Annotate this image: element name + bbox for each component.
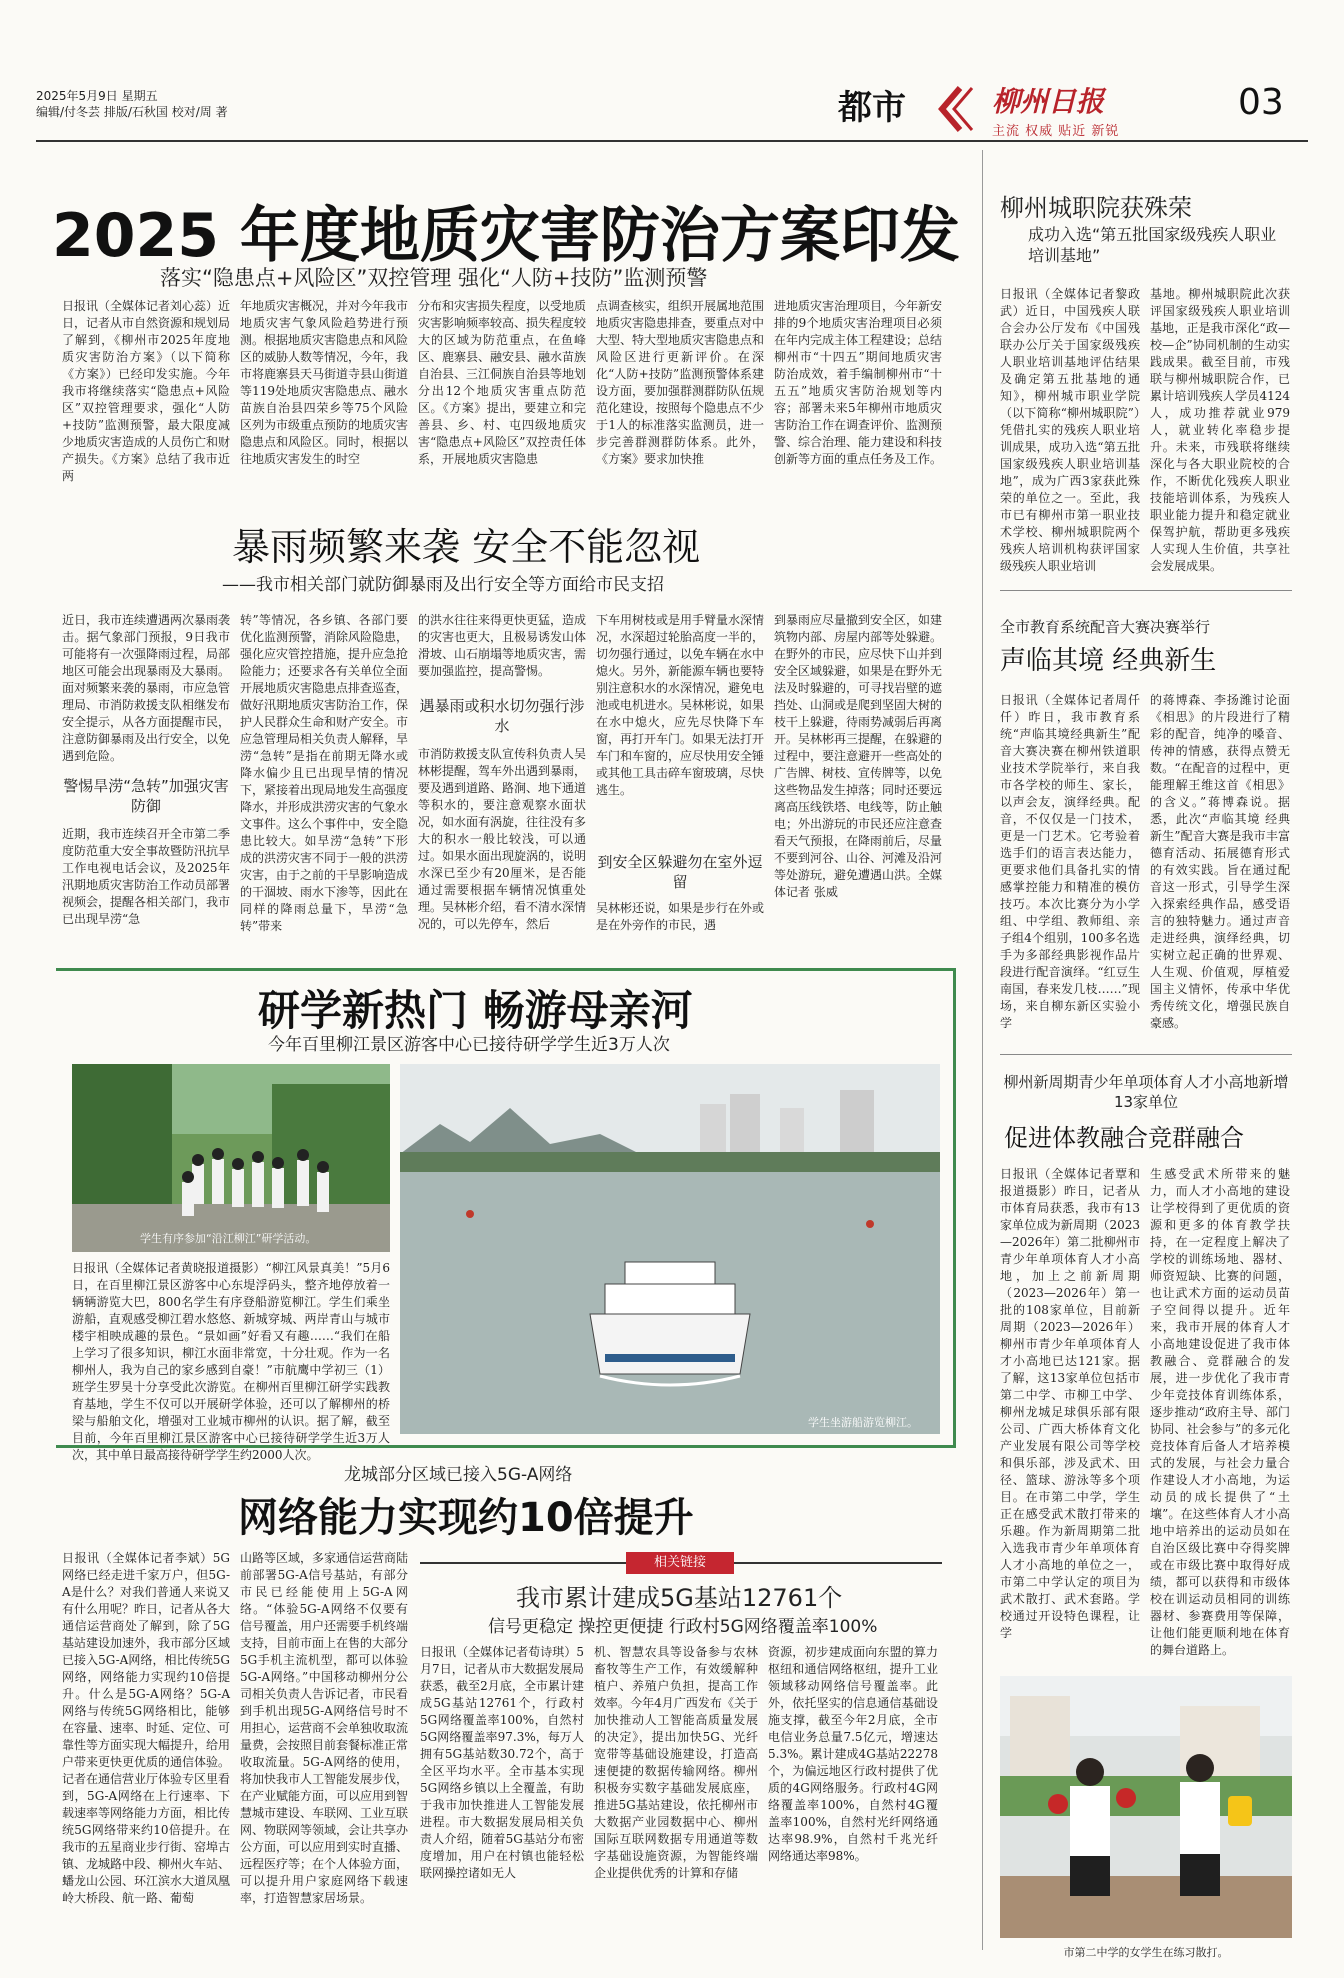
side3-col-2: 生感受武术所带来的魅力，而人才小高地的建设让学校得到了更优质的资源和更多的体育教学扶持，在一定程度上解决了学校的训练场地、器材、师资短缺、比赛的问题，也让武术方面的运动员苗子空间得以提升。近年来，我市开展的体育人才小高地建设促进了我市体教融合、竞群融合的发展，进一步优化了我市青少年竞技体育训练体系，逐步推动“政府主导、部门协同、社会参与”的多元化竞技体育后备人才培养模式的发展，与社会力量合作建设人才小高地，为运动员的成长提供了“土壤”。在这些体育人才小高地中培养出的运动员如在自治区级比赛中夺得奖牌或在市级比赛中取得好成绩，都可以获得和市级体校在训运动员相同的训练器材、参赛费用等保障，让他们能更顺利地在体育的舞台道路上。 <box>1150 1167 1290 1657</box>
study-headline: 研学新热门 畅游母亲河 <box>258 986 693 1035</box>
rain-col-1b: 近期，我市连续召开全市第二季度防范重大安全事故暨防汛抗旱工作电视电话会议，及2025年汛期地质灾害防治工作动员部署视频会，提醒各相关部门，我市已出现旱涝“急 <box>62 827 231 926</box>
rain-col-4b: 吴林彬还说，如果是步行在外或是在外旁作的市民，遇 <box>596 901 765 932</box>
study-subheadline: 今年百里柳江景区游客中心已接待研学学生近3万人次 <box>268 1035 670 1055</box>
side1-col-2: 基地。柳州城职院此次获评国家级残疾人职业培训基地，正是我市深化“政—校—企”协同机制的生动实践成果。截至目前，市残联与柳州城职院合作，已累计培训残疾人学员4124人，成功推荐就业979人，就业转化率稳步提升。未来，市残联将继续深化与各大职业院校的合作，不断优化残疾人职业技能培训体系，为残疾人职业能力提升和稳定就业保驾护航，帮助更多残疾人实现人生价值，共享社会发展成果。 <box>1150 287 1290 573</box>
rain-col-3b: 市消防救援支队宣传科负责人吴林彬提醒，驾车外出遇到暴雨，要及遇到道路、路涧、地下通道等积水的，要注意观察水面状况，如水面有涡旋，往往没有多大的积水一般比较浅，可以通过。如果水面出现旋涡的，说明水深已至少有20厘米，是否能通过需要根据车辆情况慎重处理。吴林彬介绍，看不清水深情况的，可以先停车，然后 <box>418 747 587 931</box>
net-headline: 网络能力实现约10倍提升 <box>238 1495 694 1541</box>
lead-col-3: 分布和灾害损失程度，以受地质灾害影响频率较高、损失程度较大的区域为防范重点，在鱼峰区、鹿寨县、融安县、融水苗族自治县、三江侗族自治县等地划分出12个地质灾害重点防范区。《方案》提出，要建立和完善县、乡、村、屯四级地质灾害“隐患点+风险区”双控责任体系，开展地质灾害隐患 <box>418 299 587 466</box>
study-text: 日报讯（全媒体记者黄晓报道摄影）“柳江风景真美！”5月6日，在百里柳江景区游客中心东堤浮码头，整齐地停放着一辆辆游览大巴，800名学生有序登船游览柳江。学生们乘坐游船，直观感受柳江碧水悠悠、新城穿城、两岸青山与城市楼宇相映成趣的景色。“景如画”好看又有趣……“我们在船上学习了很多知识，柳江水面非常宽，十分壮观。作为一名柳州人，我为自己的家乡感到自豪！”市航鹰中学初三（1）班学生罗昊十分享受此次游览。在柳州百里柳江研学实践教育基地，学生不仅可以开展研学体验，还可以了解柳州的桥梁与船舶文化，增强对工业城市柳州的认识。据了解，截至目前，今年百里柳江景区游客中心已接待研学学生近3万人次，其中单日最高接待研学学生约2000人次。 <box>72 1261 390 1462</box>
side3-headline: 促进体教融合竞群融合 <box>1004 1124 1244 1152</box>
sanda-photo-caption: 市第二中学的女学生在练习散打。 <box>1063 1946 1229 1959</box>
side1-col-1: 日报讯（全媒体记者黎政武）近日，中国残疾人联合会办公厅发布《中国残联办公厅关于国家级残疾人职业培训基地评估结果及确定第五批基地的通知》，柳州城市职业学院（以下简称“柳州城职院”）凭借扎实的残疾人职业培训成果，成功入选“第五批国家级残疾人职业培训基地”，成为广西3家获此殊荣的单位之一。至此，我市已有柳州市第一职业技术学校、柳州城职院两个残疾人培训机构获评国家级残疾人职业培训 <box>1000 287 1140 573</box>
rain-col-5: 到暴雨应尽量撤到安全区，如建筑物内部、房屋内部等处躲避。在野外的市民，应尽快下山并到安全区域躲避，如果是在野外无法及时躲避的，可寻找岩壁的遮挡处、山洞或是爬到坚固大树的枝干上躲避，待雨势减弱后再离开。吴林彬再三提醒，在躲避的过程中，要注意避开一些高处的广告牌、树枝、宣传牌等，以免这些物品发生掉落；同时还要远离高压线铁塔、电线等，防止触电；外出游玩的市民还应注意查看天气预报，在降雨前后，尽量不要到河谷、山谷、河滩及沿河等处游玩，避免遭遇山洪。全媒体记者 张威 <box>774 613 943 899</box>
rain-headline: 暴雨频繁来袭 安全不能忽视 <box>232 525 701 569</box>
rain-subhead-1: 警惕旱涝“急转”加强灾害防御 <box>63 777 229 815</box>
brand-logo: 柳州日报 <box>992 85 1105 118</box>
related-tag: 相关链接 <box>626 1552 734 1574</box>
rain-subhead-3: 到安全区躲避勿在室外逗留 <box>597 853 763 891</box>
side3-col-1: 日报讯（全媒体记者覃和报道摄影）昨日，记者从市体育局获悉，我市有13家单位成为新周期（2023—2026年）第二批柳州市青少年单项体育人才小高地，加上之前新周期（2023—2026年）第一批的108家单位，目前新周期（2023—2026年）柳州市青少年单项体育人才小高地已达121家。据了解，这13家单位包括市第二中学、市柳工中学、柳州龙城足球俱乐部有限公司、广西大桥体育文化产业发展有限公司等学校和俱乐部，涉及武术、田径、篮球、游泳等多个项目。在市第二中学，学生正在感受武术散打带来的乐趣。作为新周期第二批入选我市青少年单项体育人才小高地的单位之一，市第二中学认定的项目为武术散打、武术套路。学校通过开设特色课程，让学 <box>1000 1167 1140 1640</box>
side2-kicker: 全市教育系统配音大赛决赛举行 <box>1000 618 1211 636</box>
lead-col-4: 点调查核实，组织开展属地范围地质灾害隐患排查，要重点对中大型、特大型地质灾害隐患点和风险区进行更新评价。在深化“人防+技防”监测预警体系建设方面，要加强群测群防队伍规范化建设，按照每个隐患点不少于1人的标准落实监测员，进一步完善群测群防体系。此外，《方案》要求加快推 <box>596 299 765 466</box>
side1-headline: 柳州城职院获殊荣 <box>1000 194 1192 222</box>
rain-subheadline: ——我市相关部门就防御暴雨及出行安全等方面给市民支招 <box>222 575 664 595</box>
editors-line: 编辑/付冬芸 排版/石秋国 校对/周 著 <box>36 105 228 119</box>
rain-col-2: 转”等情况，各乡镇、各部门要优化监测预警，消除风险隐患，强化应灾管控措施，提升应急抢险能力；还要求各有关单位全面开展地质灾害隐患点排查巡查，做好汛期地质灾害防治工作，保护人民群众生命和财产安全。市应急管理局相关负责人解释，旱涝“急转”是指在前期无降水或降水偏少且已出现旱情的情况下，紧接着出现局地发生高强度降水，并形成洪涝灾害的气象水文事件。这么个事件中，安全隐患比较大。如旱涝“急转”下形成的洪涝灾害不同于一般的洪涝灾害，由于之前的干旱影响造成的干涸坡、雨水下渗等，因此在同样的降雨总量下，旱涝“急转”带来 <box>240 613 409 933</box>
brand-slogan: 主流 权威 贴近 新锐 <box>992 124 1120 139</box>
study-photo-boat <box>400 1064 940 1434</box>
lead-col-2: 年地质灾害概况，并对今年我市地质灾害气象风险趋势进行预测。根据地质灾害隐患点和风险区的威胁人数等情况，今年，我市将鹿寨县天马街道寺县山街道等119处地质灾害隐患点、融水苗族自治县四荣乡等75个风险区列为市级重点预防的地质灾害隐患点和风险区。同时，根据以往地质灾害发生的时空 <box>240 299 409 466</box>
related-col-3: 资源，初步建成面向东盟的算力枢纽和通信网络枢纽，提升工业领域移动网络信号覆盖率。此外，依托坚实的信息通信基础设施支撑，截至今年2月底，全市电信业务总量7.5亿元，增速达5.3%。累计建成4G基站22278个，为偏远地区行政村提供了优质的4G网络服务。行政村4G网络覆盖率100%，自然村4G覆盖率100%，自然村光纤网络通达率98.9%，自然村千兆光纤网络通达率98%。 <box>768 1645 938 1863</box>
side2-col-2: 的蒋博森、李扬潍讨论面《相思》的片段进行了精彩的配音，纯净的嗓音、传神的情感，获得点赞无数。“在配音的过程中，更能理解王维这首《相思》的含义。”蒋博森说。据悉，此次“声临其境 经典新生”配音大赛是我市丰富德育活动、拓展德育形式的有效实践。旨在通过配音这一形式，引导学生深入探索经典作品，感受语言的独特魅力。通过声音走进经典，演绎经典，切实树立起正确的世界观、人生观、价值观，厚植爱国主义情怀，传承中华优秀传统文化，增强民族自豪感。 <box>1150 693 1290 1030</box>
side2-col-1: 日报讯（全媒体记者周仟仟）昨日，我市教育系统“声临其境经典新生”配音大赛决赛在柳州铁道职业技术学院举行，来自我市各学校的师生、家长，以声会友，演绎经典。配音，不仅仅是一门技术，更是一门艺术。它考验着选手们的语言表达能力，更要求他们具备扎实的情感掌控能力和精准的模仿技巧。本次比赛分为小学组、中学组、教师组、亲子组4个组别，100多名选手为多部经典影视作品片段进行配音演绎。“红豆生南国，春来发几枝……”现场，来自柳东新区实验小学 <box>1000 693 1140 1030</box>
related-col-1: 日报讯（全媒体记者荀诗琪）5月7日，记者从市大数据发展局获悉，截至2月底，全市累计建成5G基站12761个，行政村5G网络覆盖率100%，自然村5G网络覆盖率97.3%，每万人拥有5G基站数30.72个，高于全区平均水平。全市基本实现5G网络乡镇以上全覆盖，有助于我市加快推进人工智能发展进程。市大数据发展局相关负责人介绍，随着5G基站分布密度增加，用户在村镇也能轻松联网操控诸如无人 <box>420 1645 584 1880</box>
related-subheadline: 信号更稳定 操控更便捷 行政村5G网络覆盖率100% <box>488 1617 878 1637</box>
rain-intro: 近日，我市连续遭遇两次暴雨袭击。据气象部门预报，9日我市可能将有一次强降雨过程，局部地区可能会出现暴雨及大暴雨。面对频繁来袭的暴雨，市应急管理局、市消防救援支队相继发布安全提示，从各方面提醒市民，注意防御暴雨及出行安全，以免遇到危险。 <box>62 613 231 763</box>
side2-headline: 声临其境 经典新生 <box>1000 646 1217 676</box>
net-col-1: 日报讯（全媒体记者李斌）5G网络已经走进千家万户，但5G-A是什么？对我们普通人来说又有什么用呢？昨日，记者从各大通信运营商处了解到，除了5G基站建设加速外，我市部分区域已接入5G-A网络，相比传统5G网络，网络能力实现约10倍提升。什么是5G-A网络？5G-A网络与传统5G网络相比，能够在容量、速率、时延、定位、可靠性等方面实现大幅提升，给用户带来更快更优质的通信体验。记者在通信营业厅体验专区里看到，5G-A网络在上行速率、下载速率等网络能力方面，相比传统5G网络带来约10倍提升。在我市的五星商业步行街、窑埠古镇、龙城路中段、柳州火车站、蟠龙山公园、环江滨水大道凤凰岭大桥段、航一路、葡萄 <box>62 1551 231 1905</box>
study-photo2-caption: 学生坐游船游览柳江。 <box>808 1416 918 1429</box>
lead-col-5: 进地质灾害治理项目，今年新安排的9个地质灾害治理项目必须在年内完成主体工程建设；总结柳州市“十四五”期间地质灾害防治成效，着手编制柳州市“十五五”地质灾害防治规划等内容；部署未来5年柳州市地质灾害防治工作在调查评价、监测预警、综合治理、能力建设和科技创新等方面的重点任务及工作。 <box>774 299 943 466</box>
chevron-icon <box>928 84 978 134</box>
side1-subheadline: 成功入选“第五批国家级残疾人职业培训基地” <box>1028 225 1277 265</box>
net-kicker: 龙城部分区域已接入5G-A网络 <box>344 1465 573 1485</box>
rain-subhead-2: 遇暴雨或积水切勿强行涉水 <box>419 697 585 735</box>
side3-kicker: 柳州新周期青少年单项体育人才小高地新增13家单位 <box>1003 1073 1289 1111</box>
study-photo-students <box>72 1064 390 1252</box>
related-col-2: 机、智慧农具等设备参与农林畜牧等生产工作，有效缓解种植户、养殖户负担，提高工作效率。今年4月广西发布《关于加快推动人工智能高质量发展的决定》，提出加快5G、光纤宽带等基础设施建设，打造高速便捷的数据传输网络。柳州积极夯实数字基础发展底座，推进5G基站建设，依托柳州市大数据产业园数据中心、柳州国际互联网数据专用通道等数字基础设施资源，为智能终端企业提供优秀的计算和存储 <box>594 1645 758 1880</box>
rain-col-3a: 的洪水往往来得更快更猛，造成的灾害也更大，且极易诱发山体滑坡、山石崩塌等地质灾害，需要加强监控，提高警惕。 <box>418 613 587 678</box>
lead-subheadline: 落实“隐患点+风险区”双控管理 强化“人防+技防”监测预警 <box>160 266 708 290</box>
lead-headline: 2025 年度地质灾害防治方案印发 <box>52 201 960 271</box>
sanda-photo <box>1000 1676 1292 1938</box>
issue-date: 2025年5月9日 星期五 <box>36 89 158 103</box>
lead-col-1: 日报讯（全媒体记者刘心蕊）近日，记者从市自然资源和规划局了解到，《柳州市2025年度地质灾害防治方案》（以下简称《方案》）已经印发实施。今年我市将继续落实“隐患点+风险区”双控管理要求，强化“人防+技防”监测预警，最大限度减少地质灾害造成的人员伤亡和财产损失。《方案》总结了我市近两 <box>62 299 231 483</box>
net-col-2: 山路等区域，多家通信运营商陆前部署5G-A信号基站，有部分市民已经能使用上5G-A网络。“体验5G-A网络不仅要有信号覆盖，用户还需要手机终端支持，目前市面上在售的大部分5G手机主流机型，都可以体验5G-A网络。”中国移动柳州分公司相关负责人告诉记者，市民看到手机出现5G-A网络信号时不用担心，运营商不会单独收取流量费，会按照目前套餐标准正常收取流量。5G-A网络的使用，将加快我市人工智能发展步伐，在产业赋能方面，可以应用到智慧城市建设、车联网、工业互联网、物联网等领域，会让共享办公方面，可以应用到实时直播、远程医疗等；在个人体验方面，可以提升用户家庭网络下载速率，打造智慧家居场景。 <box>240 1551 409 1905</box>
section-label: 都市 <box>838 88 906 128</box>
study-photo1-caption: 学生有序参加“沿江柳江”研学活动。 <box>140 1232 317 1245</box>
related-headline: 我市累计建成5G基站12761个 <box>516 1584 843 1612</box>
page-number: 03 <box>1238 82 1284 123</box>
rain-col-4a: 下车用树枝或是用手臂量水深情况，水深超过轮胎高度一半的，切勿强行通过，以免车辆在水中熄火。另外，新能源车辆也要特别注意积水的水深情况，避免电池或电机进水。吴林彬说，如果在水中熄火，应先尽快降下车窗，再打开车门。如果无法打开车门和车窗的，应尽快用安全锤或其他工具击碎车窗玻璃，尽快逃生。 <box>596 613 765 797</box>
